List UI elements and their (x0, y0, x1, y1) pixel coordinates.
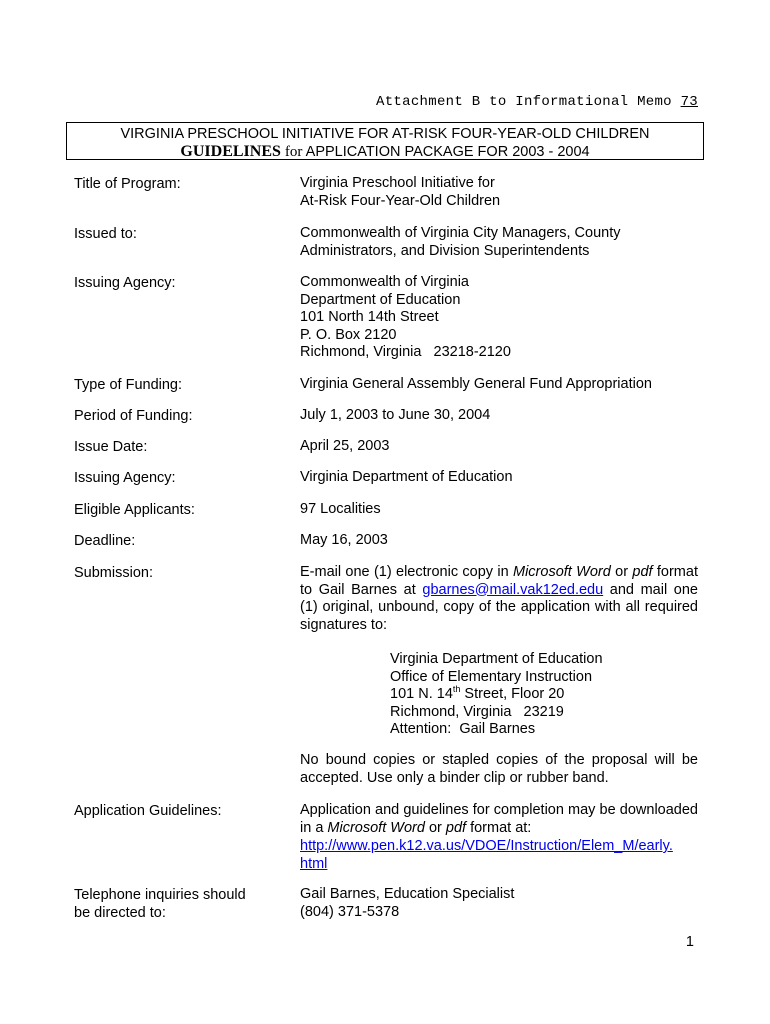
title-line-1: VIRGINIA PRESCHOOL INITIATIVE FOR AT-RISK FOUR-YEAR-OLD CHILDREN (120, 126, 650, 142)
type-of-funding-label: Type of Funding: (74, 377, 183, 393)
attachment-prefix: Attachment B to Informational Memo (376, 94, 672, 110)
title-line-2 (67, 143, 703, 161)
issued-to-label: Issued to: (74, 226, 137, 242)
guidelines-word: GUIDELINES (180, 143, 281, 160)
value-line: 101 North 14th Street (300, 309, 439, 325)
email-link[interactable]: gbarnes@mail.vak12ed.edu (422, 581, 604, 598)
label-line: be directed to: (74, 905, 166, 921)
address-street-pre: 101 N. 14 (390, 686, 453, 702)
value-line: Administrators, and Division Superintendents (300, 242, 590, 259)
contact-name: Gail Barnes, Education Specialist (300, 886, 515, 902)
title-box (66, 122, 704, 160)
eligible-applicants-label: Eligible Applicants: (74, 502, 195, 518)
address-street-sup: th (452, 684, 461, 694)
guidelines-url-line-1[interactable]: http://www.pen.k12.va.us/VDOE/Instruction/Elem_M/early. (300, 838, 673, 854)
format-word: Microsoft Word (513, 564, 611, 580)
guidelines-url[interactable] (300, 838, 698, 873)
issued-to-value (300, 225, 698, 260)
submission-text: or (610, 564, 633, 580)
issuing-agency-label: Issuing Agency: (74, 275, 176, 291)
address-line: Attention: Gail Barnes (390, 721, 536, 737)
value-line: Richmond, Virginia 23218-2120 (300, 344, 511, 360)
deadline-value: May 16, 2003 (300, 532, 388, 548)
value-line: Commonwealth of Virginia City Managers, County (300, 225, 621, 241)
memo-number: 73 (680, 94, 698, 110)
guidelines-text: or (424, 819, 446, 836)
submission-text: format to Gail Barnes at (300, 564, 698, 598)
label-line: Telephone inquiries should (74, 887, 246, 903)
period-of-funding-label: Period of Funding: (74, 408, 193, 424)
address-line: Richmond, Virginia 23219 (390, 703, 564, 720)
submission-label: Submission: (74, 565, 153, 581)
guidelines-text: format at: (466, 819, 532, 836)
application-guidelines-text (300, 802, 698, 837)
address-line: Virginia Department of Education (390, 651, 603, 667)
value-line: Virginia Preschool Initiative for (300, 175, 495, 191)
page-number: 1 (685, 934, 694, 950)
application-guidelines-label: Application Guidelines: (74, 803, 222, 819)
telephone-contact (300, 886, 698, 921)
format-pdf: pdf (632, 564, 653, 580)
address-street-post: Street, Floor 20 (460, 686, 565, 702)
guidelines-text: Application and guidelines for completion may be downloaded in a (300, 802, 698, 836)
value-line: Commonwealth of Virginia (300, 274, 469, 290)
issuing-agency-address (300, 274, 698, 362)
mailing-address (390, 651, 603, 739)
value-line: Department of Education (300, 291, 461, 308)
eligible-applicants-value: 97 Localities (300, 501, 381, 517)
for-word: for (284, 144, 303, 160)
guidelines-url-line-2[interactable]: html (300, 855, 328, 872)
contact-phone: (804) 371-5378 (300, 903, 400, 920)
address-line: Office of Elementary Instruction (390, 668, 593, 685)
type-of-funding-value: Virginia General Assembly General Fund Appropriation (300, 376, 652, 392)
attachment-reference (376, 94, 698, 110)
period-of-funding-value: July 1, 2003 to June 30, 2004 (300, 407, 491, 423)
title-of-program-value (300, 175, 698, 210)
value-line: P. O. Box 2120 (300, 326, 397, 343)
issuing-agency-2-value: Virginia Department of Education (300, 469, 513, 485)
value-line: At-Risk Four-Year-Old Children (300, 192, 501, 209)
format-word: Microsoft Word (327, 819, 425, 836)
binding-note: No bound copies or stapled copies of the proposal will be accepted. Use only a binder clip or rubber band. (300, 752, 698, 786)
address-line (390, 686, 603, 704)
submission-text: and mail one (1) original, unbound, copy of the application with all required signatures to: (300, 581, 698, 633)
issue-date-label: Issue Date: (74, 439, 148, 455)
submission-text: E-mail one (1) electronic copy in (300, 564, 513, 580)
title-of-program-label: Title of Program: (74, 176, 181, 192)
issue-date-value: April 25, 2003 (300, 438, 390, 454)
telephone-label (74, 886, 246, 922)
deadline-label: Deadline: (74, 533, 136, 549)
format-pdf: pdf (445, 819, 467, 836)
submission-paragraph (300, 564, 698, 634)
issuing-agency-2-label: Issuing Agency: (74, 470, 176, 486)
title-line-2-rest: APPLICATION PACKAGE FOR 2003 - 2004 (305, 144, 590, 160)
